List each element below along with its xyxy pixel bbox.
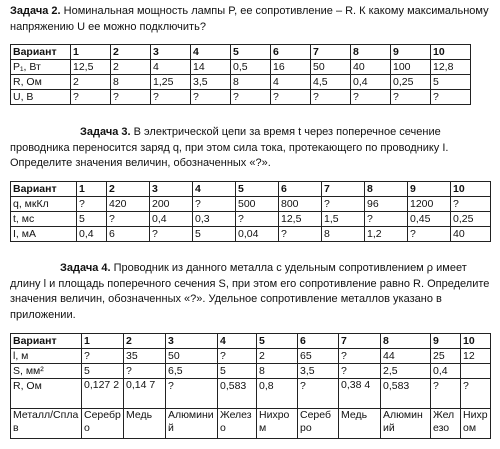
- table-row: [11, 227, 491, 242]
- task-4-table-wrap: [10, 333, 491, 439]
- table-row: [11, 197, 491, 212]
- header-cell: 1: [71, 45, 111, 60]
- table-row: [11, 349, 491, 364]
- table-cell: ?: [150, 227, 193, 242]
- table-cell: Нихром: [461, 409, 491, 439]
- table-cell: 8: [231, 75, 271, 90]
- row-label: Металл/Сплав: [11, 409, 82, 439]
- table-row: [11, 75, 471, 90]
- header-cell: 7: [339, 334, 381, 349]
- table-cell: Железо: [431, 409, 461, 439]
- header-cell: 4: [218, 334, 257, 349]
- table-cell: Медь: [339, 409, 381, 439]
- table-row: [11, 409, 491, 439]
- task-4-statement: [10, 261, 492, 323]
- table-cell: 0,4: [431, 364, 461, 379]
- table-cell: 500: [236, 197, 279, 212]
- table-cell: ?: [77, 197, 107, 212]
- table-cell: 5: [82, 364, 124, 379]
- header-cell: 8: [351, 45, 391, 60]
- row-label: I, мА: [11, 227, 77, 242]
- header-cell: Вариант: [11, 182, 77, 197]
- table-cell: ?: [107, 212, 150, 227]
- task-3-statement: [10, 125, 492, 172]
- task-2-statement: [10, 4, 492, 35]
- table-cell: Алюминий: [381, 409, 431, 439]
- table-cell: Железо: [218, 409, 257, 439]
- task-4-section: [10, 261, 492, 323]
- table-cell: Нихром: [257, 409, 298, 439]
- table-cell: 4: [271, 75, 311, 90]
- task-3-header-row: [11, 182, 491, 197]
- table-cell: ?: [431, 90, 471, 105]
- row-label: R, Ом: [11, 75, 71, 90]
- table-cell: ?: [351, 90, 391, 105]
- table-cell: ?: [365, 212, 408, 227]
- table-cell: ?: [231, 90, 271, 105]
- table-cell: 0,4: [77, 227, 107, 242]
- table-cell: 1,25: [151, 75, 191, 90]
- table-cell: ?: [322, 197, 365, 212]
- header-cell: 4: [191, 45, 231, 60]
- task-3-table-wrap: [10, 181, 491, 242]
- table-cell: ?: [391, 90, 431, 105]
- table-cell: 16: [271, 60, 311, 75]
- table-cell: 44: [381, 349, 431, 364]
- table-cell: ?: [451, 197, 491, 212]
- table-cell: ?: [191, 90, 231, 105]
- task-2-section: [10, 4, 492, 35]
- header-cell: 10: [431, 45, 471, 60]
- header-cell: 8: [381, 334, 431, 349]
- table-cell: 40: [351, 60, 391, 75]
- table-cell: 25: [431, 349, 461, 364]
- task-4-table: [10, 333, 491, 439]
- table-cell: 2: [111, 60, 151, 75]
- table-cell: ?: [271, 90, 311, 105]
- table-cell: ?: [339, 364, 381, 379]
- table-cell: 0,3: [193, 212, 236, 227]
- task-3-section: [10, 125, 492, 172]
- header-cell: 1: [77, 182, 107, 197]
- table-cell: 8: [111, 75, 151, 90]
- table-cell: 0,25: [451, 212, 491, 227]
- table-cell: 0,5: [231, 60, 271, 75]
- header-cell: 6: [271, 45, 311, 60]
- header-cell: Вариант: [11, 45, 71, 60]
- header-cell: 10: [461, 334, 491, 349]
- header-cell: 9: [431, 334, 461, 349]
- header-cell: 3: [151, 45, 191, 60]
- table-cell: ?: [218, 349, 257, 364]
- table-cell: ?: [279, 227, 322, 242]
- task-3-label: Задача 3.: [80, 126, 131, 138]
- task-2-table-wrap: [10, 44, 471, 105]
- table-cell: 14: [191, 60, 231, 75]
- table-cell: 200: [150, 197, 193, 212]
- table-row: [11, 379, 491, 409]
- table-cell: 800: [279, 197, 322, 212]
- table-cell: ?: [151, 90, 191, 105]
- task-2-text: Номинальная мощность лампы P, ее сопротивление – R. К какому максимальному напряжению U ее можно подключить?: [10, 5, 489, 33]
- table-cell: 0,25: [391, 75, 431, 90]
- header-cell: 1: [82, 334, 124, 349]
- table-cell: 0,04: [236, 227, 279, 242]
- table-cell: ?: [461, 379, 491, 409]
- table-cell: ?: [124, 364, 166, 379]
- row-label: t, мс: [11, 212, 77, 227]
- table-cell: 0,127 2: [82, 379, 124, 409]
- table-cell: 1200: [408, 197, 451, 212]
- table-cell: 2: [257, 349, 298, 364]
- row-label: l, м: [11, 349, 82, 364]
- table-cell: Серебро: [298, 409, 339, 439]
- table-cell: 0,583: [218, 379, 257, 409]
- table-cell: 0,8: [257, 379, 298, 409]
- header-cell: 7: [322, 182, 365, 197]
- table-cell: ?: [431, 379, 461, 409]
- table-cell: 2: [71, 75, 111, 90]
- table-cell: ?: [111, 90, 151, 105]
- table-cell: 3,5: [191, 75, 231, 90]
- table-cell: 4,5: [311, 75, 351, 90]
- header-cell: 7: [311, 45, 351, 60]
- table-cell: ?: [298, 379, 339, 409]
- table-cell: ?: [82, 349, 124, 364]
- table-cell: 0,4: [150, 212, 193, 227]
- table-cell: ?: [311, 90, 351, 105]
- table-cell: Алюминий: [166, 409, 218, 439]
- table-cell: 6: [107, 227, 150, 242]
- table-row: [11, 364, 491, 379]
- row-label: q, мкКл: [11, 197, 77, 212]
- header-cell: 2: [107, 182, 150, 197]
- table-row: [11, 90, 471, 105]
- header-cell: 10: [451, 182, 491, 197]
- table-cell: 12: [461, 349, 491, 364]
- header-cell: Вариант: [11, 334, 82, 349]
- table-cell: 50: [166, 349, 218, 364]
- table-cell: Серебро: [82, 409, 124, 439]
- header-cell: 3: [150, 182, 193, 197]
- table-cell: 96: [365, 197, 408, 212]
- table-cell: 420: [107, 197, 150, 212]
- table-cell: 12,5: [279, 212, 322, 227]
- header-cell: 8: [365, 182, 408, 197]
- table-cell: ?: [236, 212, 279, 227]
- table-cell: 8: [257, 364, 298, 379]
- header-cell: 2: [111, 45, 151, 60]
- table-cell: ?: [71, 90, 111, 105]
- table-cell: 1,5: [322, 212, 365, 227]
- header-cell: 5: [257, 334, 298, 349]
- table-cell: 12,8: [431, 60, 471, 75]
- task-4-label: Задача 4.: [60, 262, 111, 274]
- table-cell: 1,2: [365, 227, 408, 242]
- header-cell: 4: [193, 182, 236, 197]
- header-cell: 9: [391, 45, 431, 60]
- row-label: U, В: [11, 90, 71, 105]
- table-cell: ?: [339, 349, 381, 364]
- task-3-text: В электрической цепи за время t через поперечное сечение проводника переносится заряд q, при этом сила тока, протекающего по проводнику I. Определите значения величин, обозначенных «?».: [10, 126, 449, 169]
- row-label: R, Ом: [11, 379, 82, 409]
- table-cell: 35: [124, 349, 166, 364]
- table-cell: 6,5: [166, 364, 218, 379]
- table-cell: 2,5: [381, 364, 431, 379]
- table-cell: 0,38 4: [339, 379, 381, 409]
- header-cell: 6: [279, 182, 322, 197]
- table-cell: 12,5: [71, 60, 111, 75]
- table-cell: 5: [431, 75, 471, 90]
- table-row: [11, 60, 471, 75]
- table-cell: 0,14 7: [124, 379, 166, 409]
- table-cell: ?: [408, 227, 451, 242]
- table-cell: Медь: [124, 409, 166, 439]
- task-3-table: [10, 181, 491, 242]
- header-cell: 3: [166, 334, 218, 349]
- table-cell: 5: [218, 364, 257, 379]
- task-4-header-row: [11, 334, 491, 349]
- table-cell: 40: [451, 227, 491, 242]
- header-cell: 9: [408, 182, 451, 197]
- table-cell: ?: [166, 379, 218, 409]
- table-row: [11, 212, 491, 227]
- task-2-table: [10, 44, 471, 105]
- table-cell: 0,45: [408, 212, 451, 227]
- table-cell: 0,583: [381, 379, 431, 409]
- table-cell: 65: [298, 349, 339, 364]
- header-cell: 6: [298, 334, 339, 349]
- table-cell: 100: [391, 60, 431, 75]
- table-cell: 3,5: [298, 364, 339, 379]
- header-cell: 5: [236, 182, 279, 197]
- table-cell: 50: [311, 60, 351, 75]
- table-cell: [461, 364, 491, 379]
- table-cell: 5: [193, 227, 236, 242]
- row-label: S, мм²: [11, 364, 82, 379]
- row-label: P₁, Вт: [11, 60, 71, 75]
- table-cell: 5: [77, 212, 107, 227]
- task-4-text: Проводник из данного металла с удельным сопротивлением ρ имеет длину l и площадь поперечного сечения S, при этом его сопротивление равно R. Определите значения величин, обозначенных «?». Удельное сопротивление металлов указано в приложении.: [10, 262, 490, 321]
- table-cell: 4: [151, 60, 191, 75]
- table-cell: ?: [193, 197, 236, 212]
- header-cell: 5: [231, 45, 271, 60]
- table-cell: 0,4: [351, 75, 391, 90]
- header-cell: 2: [124, 334, 166, 349]
- task-2-label: Задача 2.: [10, 5, 61, 17]
- task-2-header-row: [11, 45, 471, 60]
- table-cell: 8: [322, 227, 365, 242]
